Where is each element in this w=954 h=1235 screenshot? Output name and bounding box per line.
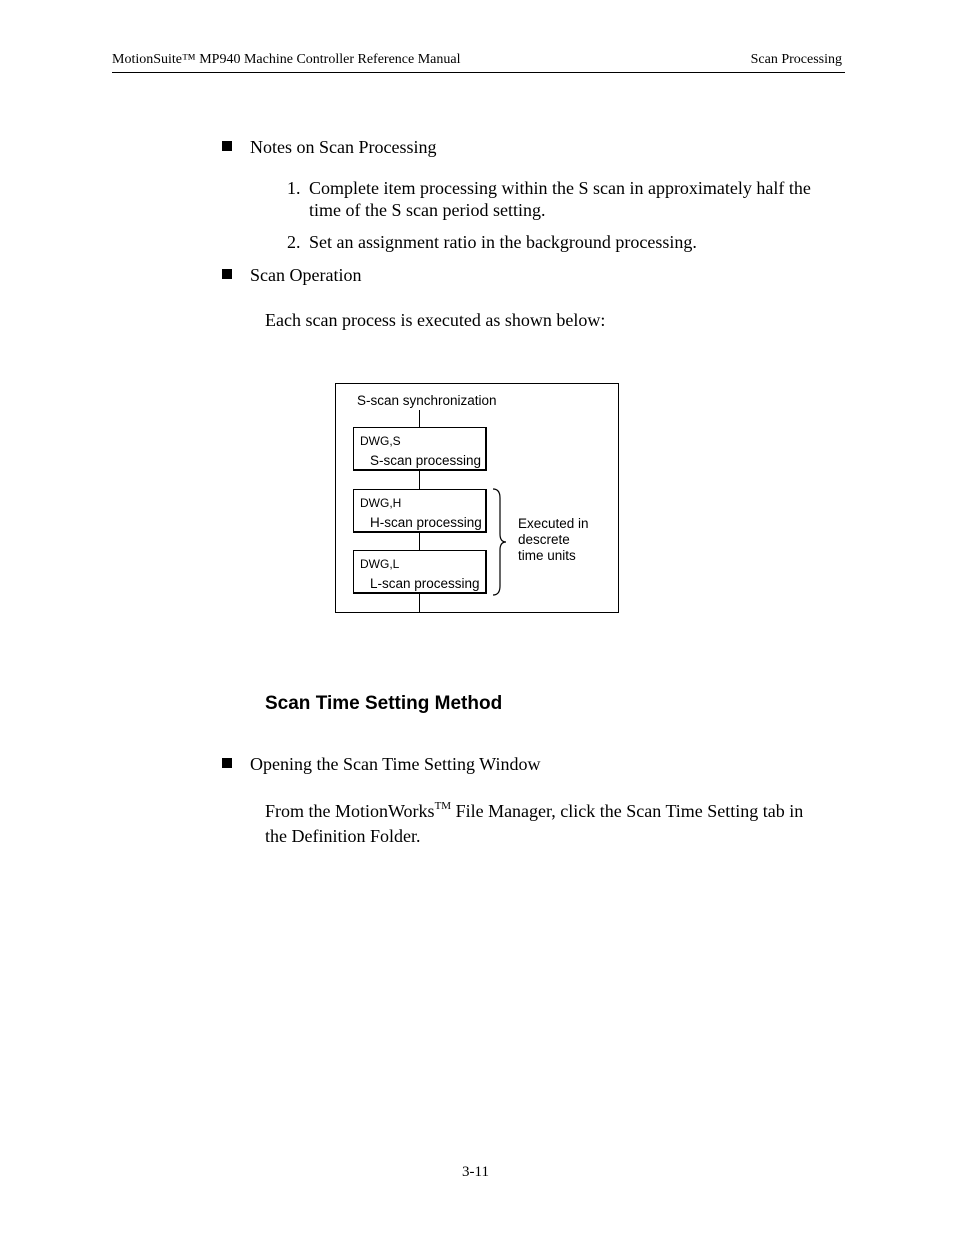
brace-text-line: time units [518,548,576,563]
scan-operation-text: Each scan process is executed as shown below: [265,310,606,330]
dwg-label: DWG,S [360,434,401,448]
scan-operation-title: Scan Operation [250,265,362,285]
bullet-square-icon [222,269,232,279]
page-number: 3-11 [462,1164,489,1180]
trademark-sup: TM [434,800,452,812]
s-scan-box [353,427,487,471]
flow-line [419,533,420,550]
curly-brace-icon [491,488,509,596]
sync-label: S-scan synchronization [357,393,497,408]
header-section-title: Scan Processing [750,52,842,67]
section-paragraph-line1 [265,800,803,822]
para-pre: From the MotionWorks [265,801,435,821]
para-post: File Manager, click the Scan Time Setting tab in [451,801,804,821]
bullet-square-icon [222,758,232,768]
section-bullet-title: Opening the Scan Time Setting Window [250,754,541,774]
flow-line [419,410,420,428]
h-scan-box [353,489,487,533]
header-manual-title: MotionSuite™ MP940 Machine Controller Reference Manual [112,52,461,67]
bullet-square-icon [222,141,232,151]
notes-title: Notes on Scan Processing [250,137,437,157]
brace-annotation [518,516,589,564]
l-scan-box [353,550,487,594]
section-paragraph-line2: the Definition Folder. [265,826,421,846]
brace-text-line: descrete [518,532,570,547]
scan-diagram [335,383,619,613]
process-label: L-scan processing [370,576,480,591]
notes-item-2-line1: Set an assignment ratio in the background processing. [309,232,697,252]
section-heading: Scan Time Setting Method [265,693,503,714]
header-rule [112,72,845,73]
notes-item-1-line1: Complete item processing within the S scan in approximately half the [309,178,811,198]
notes-item-1-line2: time of the S scan period setting. [309,200,546,220]
notes-item-2-number: 2. [287,232,301,252]
flow-line [419,594,420,612]
dwg-label: DWG,L [360,557,400,571]
process-label: H-scan processing [370,515,482,530]
brace-text-line: Executed in [518,516,589,531]
notes-item-1-number: 1. [287,178,301,198]
dwg-label: DWG,H [360,496,402,510]
flow-line [419,471,420,489]
process-label: S-scan processing [370,453,482,468]
